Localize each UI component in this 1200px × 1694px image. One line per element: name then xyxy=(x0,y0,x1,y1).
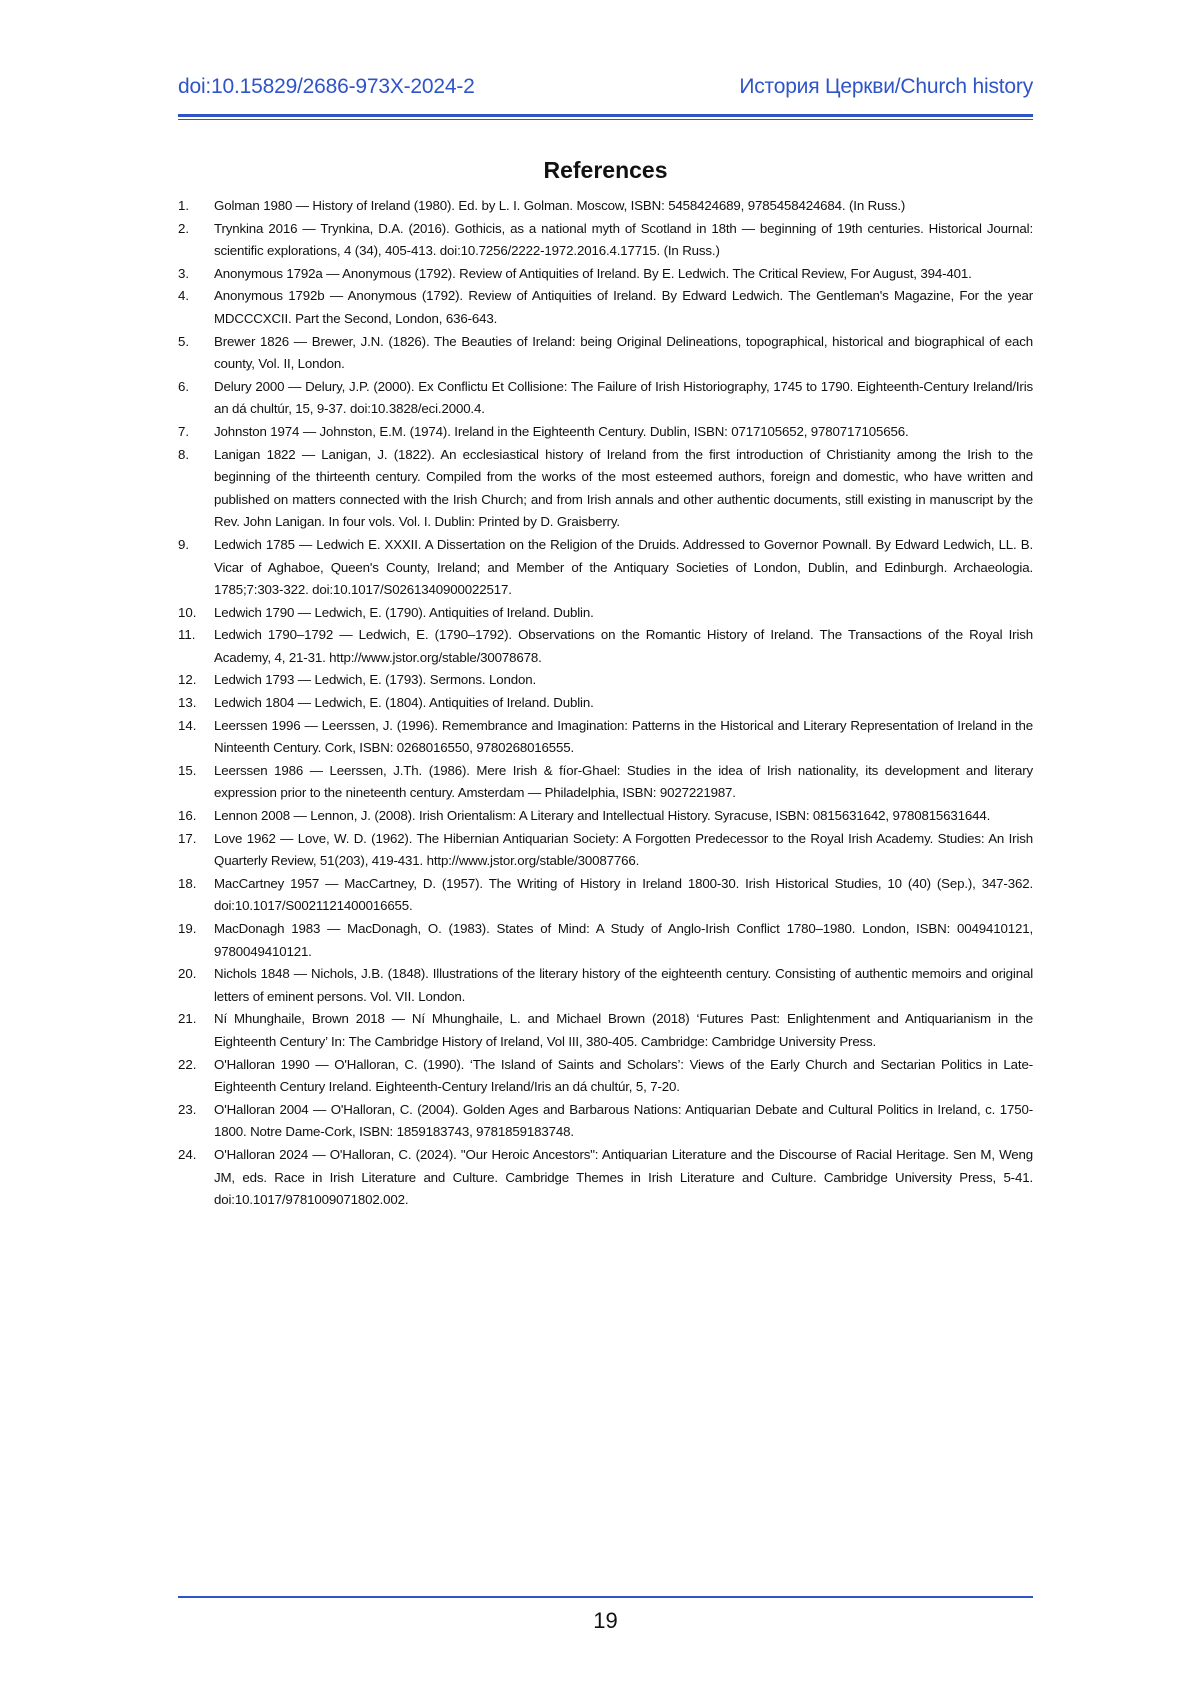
reference-text: O'Halloran 2024 — O'Halloran, C. (2024). "Our Heroic Ancestors": Antiquarian Literature and the Discourse of Racial Heritage. Sen M, Weng JM, eds. Race in Irish Literature and Culture. Cambridge Themes in Irish Literature and Culture. Cambridge University Press, 5-41. doi:10.1017/9781009071802.002. xyxy=(214,1146,1033,1208)
reference-item xyxy=(178,828,1033,873)
reference-item xyxy=(178,1008,1033,1053)
reference-text: Leerssen 1996 — Leerssen, J. (1996). Remembrance and Imagination: Patterns in the Historical and Literary Representation of Ireland in the Ninteenth Century. Cork, ISBN: 0268016550, 9780268016555. xyxy=(214,717,1033,756)
reference-number: 13. xyxy=(178,695,197,711)
reference-text: Love 1962 — Love, W. D. (1962). The Hibernian Antiquarian Society: A Forgotten Predecessor to the Royal Irish Academy. Studies: An Irish Quarterly Review, 51(203), 419-431. http://www.jstor.org/stable/30087766. xyxy=(214,830,1033,869)
reference-number: 6. xyxy=(178,378,190,394)
reference-number: 11. xyxy=(178,627,196,643)
reference-number: 10. xyxy=(178,604,197,620)
reference-item xyxy=(178,285,1033,330)
reference-number: 22. xyxy=(178,1056,197,1072)
reference-item xyxy=(178,873,1033,918)
reference-item xyxy=(178,624,1033,669)
reference-text: Nichols 1848 — Nichols, J.B. (1848). Illustrations of the literary history of the eighteenth century. Consisting of authentic memoirs and original letters of eminent persons. Vol. VII. London. xyxy=(214,966,1033,1004)
reference-text: Ledwich 1793 — Ledwich, E. (1793). Sermons. London. xyxy=(214,672,537,688)
reference-text: Anonymous 1792a — Anonymous (1792). Review of Antiquities of Ireland. By E. Ledwich. The Critical Review, For August, 394-401. xyxy=(214,265,972,281)
reference-number: 3. xyxy=(178,265,190,281)
journal-section-label: История Церкви/Church history xyxy=(739,75,1033,98)
reference-item xyxy=(178,534,1033,602)
reference-number: 20. xyxy=(178,966,197,982)
reference-text: Ní Mhunghaile, Brown 2018 — Ní Mhunghaile, L. and Michael Brown (2018) ‘Futures Past: Enlightenment and Antiquarianism in the Eighteenth Century’ In: The Cambridge History of Ireland, Vol III, 380-405. Cambridge: Cambridge University Press. xyxy=(214,1011,1033,1049)
header-rule xyxy=(178,114,1033,117)
doi-label: doi:10.15829/2686-973X-2024-2 xyxy=(178,75,475,98)
reference-text: Anonymous 1792b — Anonymous (1792). Review of Antiquities of Ireland. By Edward Ledwich. The Gentleman's Magazine, For the year MDCCCXCII. Part the Second, London, 636-643. xyxy=(214,288,1033,326)
references-heading: References xyxy=(543,157,668,183)
reference-number: 18. xyxy=(178,875,197,891)
reference-item xyxy=(178,918,1033,963)
reference-text: Brewer 1826 — Brewer, J.N. (1826). The Beauties of Ireland: being Original Delineations, topographical, historical and biographical of each county, Vol. II, London. xyxy=(214,333,1033,372)
page-number: 19 xyxy=(593,1608,618,1633)
reference-text: MacCartney 1957 — MacCartney, D. (1957). The Writing of History in Ireland 1800-30. Irish Historical Studies, 10 (40) (Sep.), 347-362. doi:10.1017/S0021121400016655. xyxy=(214,875,1033,914)
reference-item xyxy=(178,1144,1033,1212)
reference-text: Lanigan 1822 — Lanigan, J. (1822). An ecclesiastical history of Ireland from the first introduction of Christianity among the Irish to the beginning of the thirteenth century. Compiled from the works of the most esteemed authors, foreign and domestic, who have written and published on matters connected with the Irish Church; and from Irish annals and other authentic documents, still existing in manuscript by the Rev. John Lanigan. In four vols. Vol. I. Dublin: Printed by D. Graisberry. xyxy=(214,446,1033,530)
reference-number: 8. xyxy=(178,446,190,462)
reference-item xyxy=(178,760,1033,805)
reference-text: Ledwich 1790 — Ledwich, E. (1790). Antiquities of Ireland. Dublin. xyxy=(214,604,594,620)
running-header xyxy=(178,70,1033,104)
reference-item xyxy=(178,218,1033,263)
reference-number: 4. xyxy=(178,288,190,304)
reference-number: 2. xyxy=(178,220,190,236)
reference-number: 24. xyxy=(178,1146,197,1162)
reference-item xyxy=(178,421,1033,444)
reference-item xyxy=(178,331,1033,376)
reference-text: Golman 1980 — History of Ireland (1980). Ed. by L. I. Golman. Moscow, ISBN: 5458424689, 9785458424684. (In Russ.) xyxy=(214,198,906,213)
footer-rule xyxy=(178,1596,1033,1598)
reference-number: 19. xyxy=(178,921,197,936)
reference-text: O'Halloran 2004 — O'Halloran, C. (2004). Golden Ages and Barbarous Nations: Antiquarian Debate and Cultural Politics in Ireland, c. 1750-1800. Notre Dame-Cork, ISBN: 1859183743, 9781859183748. xyxy=(214,1101,1033,1140)
reference-list xyxy=(178,195,1033,1212)
reference-item xyxy=(178,376,1033,421)
reference-item xyxy=(178,1054,1033,1099)
reference-number: 9. xyxy=(178,536,190,552)
reference-text: Trynkina 2016 — Trynkina, D.A. (2016). Gothicis, as a national myth of Scotland in 18th — beginning of 19th centuries. Historical Journal: scientific explorations, 4 (34), 405-413. doi:10.7256/2222-1972.2016.4.17715. (In Russ.) xyxy=(214,220,1033,259)
reference-number: 23. xyxy=(178,1101,197,1117)
reference-item xyxy=(178,195,1033,218)
reference-number: 12. xyxy=(178,672,197,688)
reference-number: 14. xyxy=(178,717,197,733)
reference-text: Delury 2000 — Delury, J.P. (2000). Ex Conflictu Et Collisione: The Failure of Irish Historiography, 1745 to 1790. Eighteenth-Century Ireland/Iris an dá chultúr, 15, 9-37. doi:10.3828/eci.2000.4. xyxy=(214,378,1033,417)
reference-text: Ledwich 1790–1792 — Ledwich, E. (1790–1792). Observations on the Romantic History of Ireland. The Transactions of the Royal Irish Academy, 4, 21-31. http://www.jstor.org/stable/30078678. xyxy=(214,627,1033,665)
reference-text: Ledwich 1804 — Ledwich, E. (1804). Antiquities of Ireland. Dublin. xyxy=(214,695,594,711)
reference-item xyxy=(178,692,1033,715)
reference-text: MacDonagh 1983 — MacDonagh, O. (1983). States of Mind: A Study of Anglo-Irish Conflict 1780–1980. London, ISBN: 0049410121, 9780049410121. xyxy=(214,921,1033,959)
reference-number: 5. xyxy=(178,333,190,349)
reference-number: 21. xyxy=(178,1011,197,1027)
reference-item xyxy=(178,669,1033,692)
reference-text: O'Halloran 1990 — O'Halloran, C. (1990). ‘The Island of Saints and Scholars’: Views of the Early Church and Sectarian Politics in Late-Eighteenth Century Ireland. Eighteenth-Century Ireland/Iris an dá chultúr, 5, 7-20. xyxy=(214,1056,1033,1095)
reference-text: Johnston 1974 — Johnston, E.M. (1974). Ireland in the Eighteenth Century. Dublin, ISBN: 0717105652, 9780717105656. xyxy=(214,423,909,439)
reference-item xyxy=(178,805,1033,828)
reference-number: 16. xyxy=(178,808,197,824)
reference-item xyxy=(178,963,1033,1008)
reference-number: 17. xyxy=(178,830,197,846)
reference-number: 7. xyxy=(178,423,190,439)
header-rule-thin xyxy=(178,119,1033,120)
reference-item xyxy=(178,444,1033,534)
reference-text: Lennon 2008 — Lennon, J. (2008). Irish Orientalism: A Literary and Intellectual History. Syracuse, ISBN: 0815631642, 9780815631644. xyxy=(214,808,991,824)
reference-item xyxy=(178,263,1033,286)
reference-text: Ledwich 1785 — Ledwich E. XXXII. A Dissertation on the Religion of the Druids. Addressed to Governor Pownall. By Edward Ledwich, LL. B. Vicar of Aghaboe, Queen's County, Ireland; and Member of the Antiquary Societies of London, Dublin, and Edinburgh. Archaeologia. 1785;7:303-322. doi:10.1017/S0261340900022517. xyxy=(214,536,1033,598)
reference-number: 15. xyxy=(178,762,197,778)
reference-item xyxy=(178,715,1033,760)
reference-item xyxy=(178,602,1033,625)
reference-number: 1. xyxy=(178,198,190,213)
reference-text: Leerssen 1986 — Leerssen, J.Th. (1986). Mere Irish & fíor-Ghael: Studies in the idea of Irish nationality, its development and literary expression prior to the nineteenth century. Amsterdam — Philadelphia, ISBN: 9027221987. xyxy=(214,762,1033,801)
reference-item xyxy=(178,1099,1033,1144)
